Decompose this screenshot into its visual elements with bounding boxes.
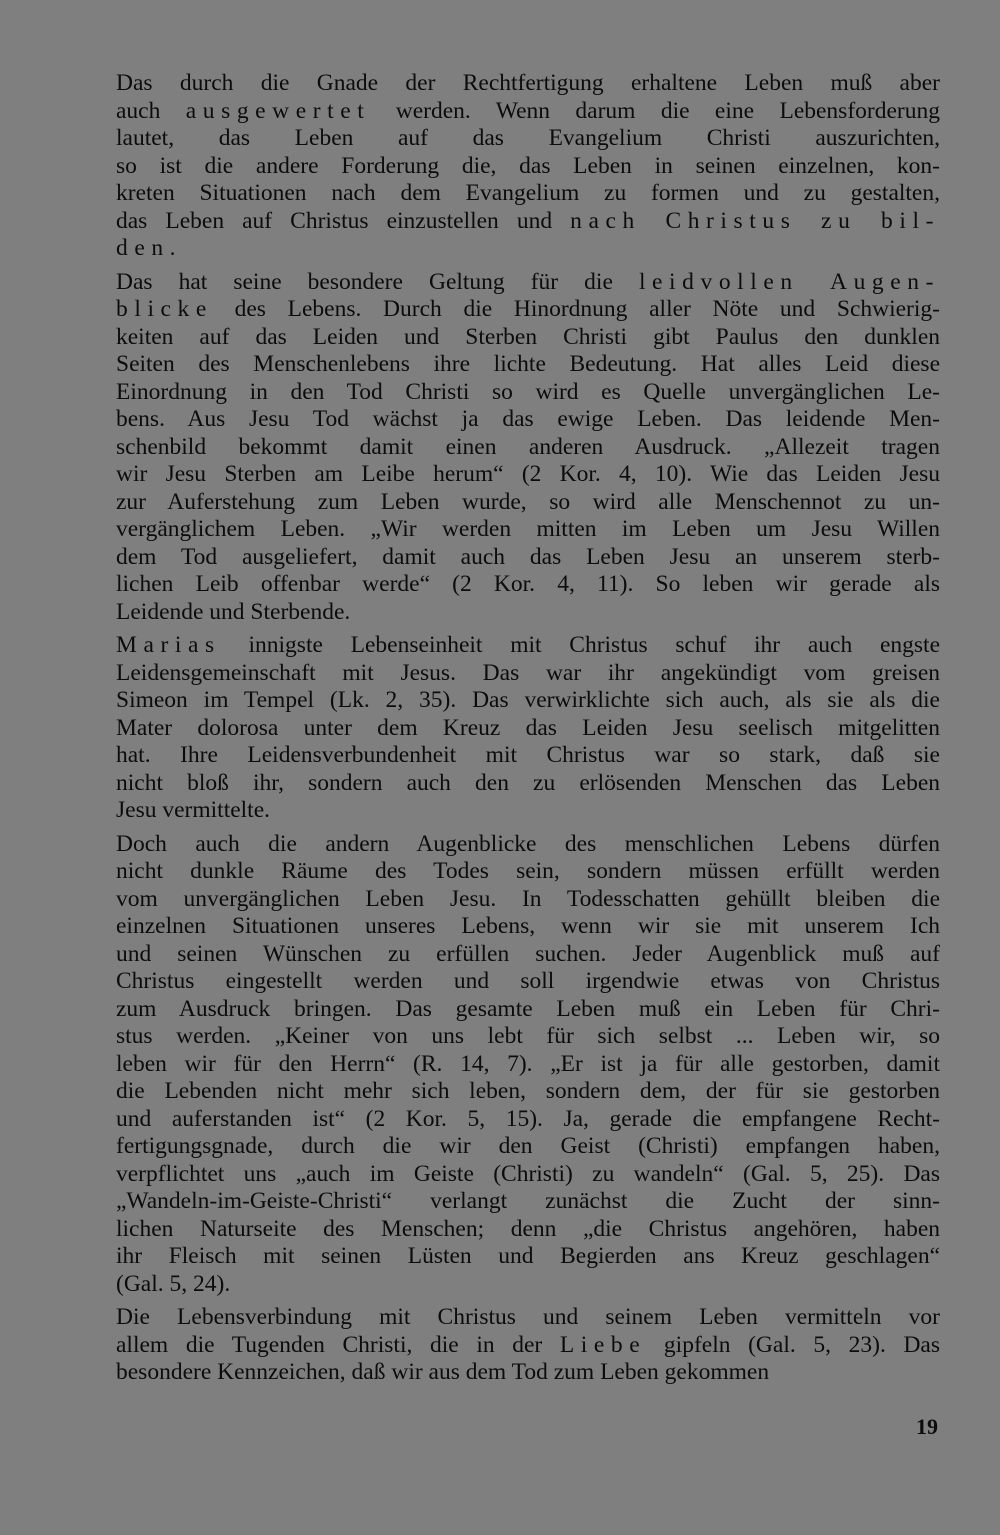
text-run: auch (116, 97, 186, 124)
text-line (116, 1078, 940, 1106)
spaced-emphasis: Liebe (559, 1331, 647, 1358)
text-line (116, 599, 940, 627)
text-line (116, 1188, 940, 1216)
paragraph (116, 70, 940, 263)
text-line (116, 351, 940, 379)
text-line (116, 996, 940, 1024)
text-run: vergänglichem Leben. „Wir werden mitten im Leben um Jesu Willen (116, 516, 940, 542)
text-line (116, 913, 940, 941)
text-run: lichen Naturseite des Menschen; denn „die Christus angehören, haben (116, 1215, 940, 1242)
text-run: „Wandeln-im-Geiste-Christi“ verlangt zunächst die Zucht der sinn- (116, 1188, 940, 1214)
text-line (116, 687, 940, 715)
text-run: ihr Fleisch mit seinen Lüsten und Begierden ans Kreuz geschlagen“ (116, 1243, 940, 1269)
text-run: Jesu vermittelte. (116, 797, 271, 823)
text-line (116, 571, 940, 599)
text-run: nicht dunkle Räume des Todes sein, sondern müssen erfüllt werden (116, 858, 940, 884)
text-run: stus werden. „Keiner von uns lebt für sich selbst ... Leben wir, so (116, 1023, 940, 1049)
text-line (116, 516, 940, 544)
text-line (116, 715, 940, 743)
text-run: Das durch die Gnade der Rechtfertigung erhaltene Leben muß aber (116, 70, 940, 96)
page-text (116, 70, 940, 1387)
text-run: Leidende und Sterbende. (116, 598, 351, 625)
text-run: Christus eingestellt werden und soll irgendwie etwas von Christus (116, 968, 940, 994)
text-line (116, 1161, 940, 1189)
text-run: verpflichtet uns „auch im Geiste (Christi) zu wandeln“ (Gal. 5, 25). Das (116, 1160, 940, 1187)
text-run: leben wir für den Herrn“ (R. 14, 7). „Er ist ja für alle gestorben, damit (116, 1050, 940, 1077)
spaced-emphasis: Marias (116, 632, 221, 658)
text-line (116, 296, 940, 324)
text-run: dem Tod ausgeliefert, damit auch das Leben Jesu an unserem sterb- (116, 543, 940, 570)
text-line (116, 858, 940, 886)
text-line (116, 1051, 940, 1079)
text-line (116, 98, 940, 126)
text-line (116, 886, 940, 914)
text-line (116, 461, 940, 489)
text-run: und seinen Wünschen zu erfüllen suchen. Jeder Augenblick muß auf (116, 940, 940, 967)
text-line (116, 406, 940, 434)
text-line (116, 180, 940, 208)
text-line (116, 489, 940, 517)
text-run: bens. Aus Jesu Tod wächst ja das ewige Leben. Das leidende Men- (116, 406, 940, 432)
text-run: (Gal. 5, 24). (116, 1270, 231, 1297)
text-line (116, 1023, 940, 1051)
text-run: so ist die andere Forderung die, das Leben in seinen einzelnen, kon- (116, 152, 940, 179)
text-run: kreten Situationen nach dem Evangelium zu formen und zu gestalten, (116, 180, 940, 206)
text-run: keiten auf das Leiden und Sterben Christi gibt Paulus den dunklen (116, 323, 940, 350)
text-run: besondere Kennzeichen, daß wir aus dem Tod zum Leben gekommen (116, 1359, 770, 1385)
paragraph (116, 831, 940, 1299)
paragraph (116, 1304, 940, 1387)
text-line (116, 1133, 940, 1161)
text-line (116, 434, 940, 462)
text-run: innigste Lebenseinheit mit Christus schuf ihr auch engste (220, 632, 940, 658)
text-run: schenbild bekommt damit einen anderen Ausdruck. „Allezeit tragen (116, 433, 940, 460)
text-line (116, 1216, 940, 1244)
text-line (116, 831, 940, 859)
text-run: werden. Wenn darum die eine Lebensforderung (370, 97, 940, 124)
text-run: wir Jesu Sterben am Leibe herum“ (2 Kor. 4, 10). Wie das Leiden Jesu (116, 461, 940, 487)
text-run: Mater dolorosa unter dem Kreuz das Leiden Jesu seelisch mitgelitten (116, 714, 940, 741)
text-run: Seiten des Menschenlebens ihre lichte Bedeutung. Hat alles Leid diese (116, 351, 940, 377)
text-line (116, 742, 940, 770)
text-line (116, 235, 940, 263)
spaced-emphasis: den. (116, 235, 183, 261)
text-run: zum Ausdruck bringen. Das gesamte Leben muß ein Leben für Chri- (116, 995, 940, 1022)
text-run: Einordnung in den Tod Christi so wird es Quelle unvergänglichen Le- (116, 378, 940, 405)
text-line (116, 632, 940, 660)
paragraph (116, 632, 940, 825)
text-run: vom unvergänglichen Leben Jesu. In Todesschatten gehüllt bleiben die (116, 885, 940, 912)
text-run: fertigungsgnade, durch die wir den Geist (Christi) empfangen haben, (116, 1133, 940, 1159)
text-line (116, 770, 940, 798)
text-run: das Leben auf Christus einzustellen und (116, 207, 571, 234)
text-line (116, 544, 940, 572)
text-run: gipfeln (Gal. 5, 23). Das (646, 1331, 940, 1358)
text-line (116, 153, 940, 181)
text-run: und auferstanden ist“ (2 Kor. 5, 15). Ja, gerade die empfangene Recht- (116, 1105, 940, 1132)
text-line (116, 1359, 940, 1387)
text-line (116, 1332, 940, 1360)
spaced-emphasis: blicke (116, 296, 213, 322)
text-line (116, 941, 940, 969)
text-line (116, 208, 940, 236)
text-line (116, 797, 940, 825)
text-line (116, 125, 940, 153)
text-line (116, 1243, 940, 1271)
text-run: die Lebenden nicht mehr sich leben, sondern dem, der für sie gestorben (116, 1078, 940, 1104)
text-line (116, 70, 940, 98)
text-line (116, 269, 940, 297)
text-run: Das hat seine besondere Geltung für die (116, 268, 639, 295)
text-run: zur Auferstehung zum Leben wurde, so wird alle Menschennot zu un- (116, 488, 940, 515)
text-run: des Lebens. Durch die Hinordnung aller Nöte und Schwierig- (212, 296, 940, 322)
text-line (116, 1271, 940, 1299)
text-run: einzelnen Situationen unseres Lebens, wenn wir sie mit unserem Ich (116, 913, 940, 939)
text-run: lautet, das Leben auf das Evangelium Christi auszurichten, (116, 125, 940, 151)
paragraph (116, 269, 940, 627)
text-run: Die Lebensverbindung mit Christus und seinem Leben vermitteln vor (116, 1304, 940, 1330)
text-run: allem die Tugenden Christi, die in der (116, 1331, 560, 1358)
text-line (116, 324, 940, 352)
text-run: lichen Leib offenbar werde“ (2 Kor. 4, 11). So leben wir gerade als (116, 571, 940, 597)
text-run: Simeon im Tempel (Lk. 2, 35). Das verwirklichte sich auch, als sie als die (116, 687, 940, 713)
spaced-emphasis: leidvollen Augen- (638, 268, 940, 295)
text-line (116, 660, 940, 688)
text-line (116, 379, 940, 407)
spaced-emphasis: ausgewertet (185, 97, 371, 124)
spaced-emphasis: nach Christus zu bil- (570, 207, 940, 234)
text-line (116, 1106, 940, 1134)
text-run: nicht bloß ihr, sondern auch den zu erlösenden Menschen das Leben (116, 769, 940, 796)
text-line (116, 968, 940, 996)
page-number: 19 (916, 1414, 938, 1439)
text-run: Doch auch die andern Augenblicke des menschlichen Lebens dürfen (116, 830, 940, 857)
text-run: hat. Ihre Leidensverbundenheit mit Christus war so stark, daß sie (116, 742, 940, 768)
text-line (116, 1304, 940, 1332)
text-run: Leidensgemeinschaft mit Jesus. Das war ihr angekündigt vom greisen (116, 659, 940, 686)
